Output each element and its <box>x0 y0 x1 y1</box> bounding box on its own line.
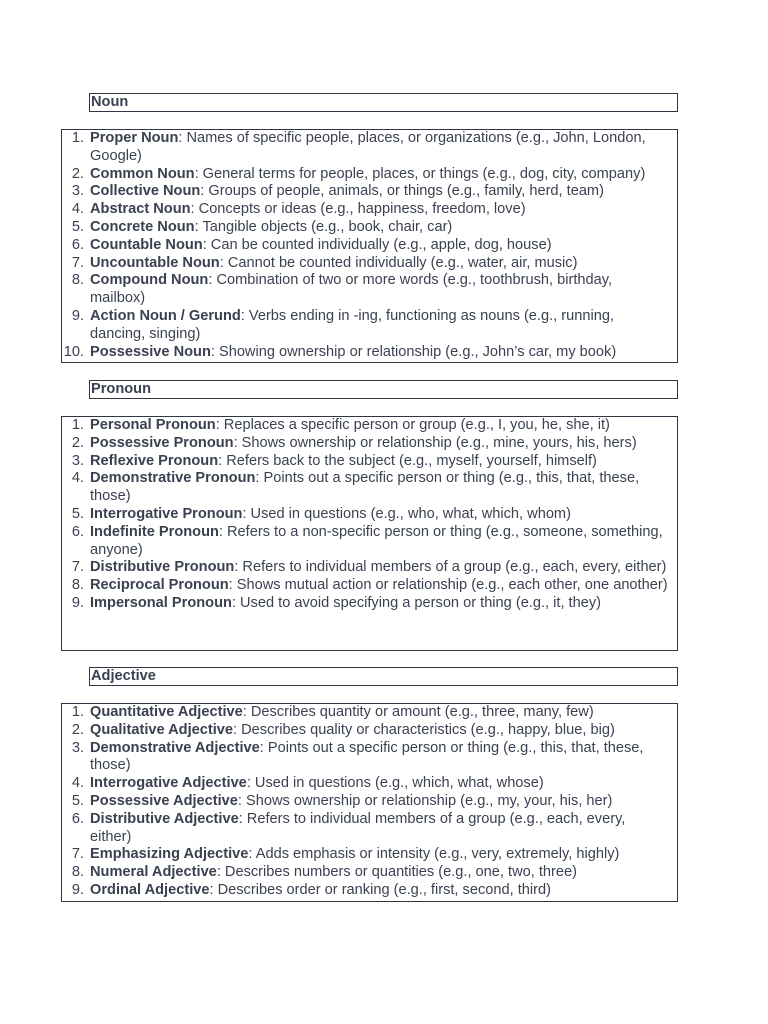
item-term: Compound Noun <box>90 272 209 289</box>
item-description: : Combination of two or more words (e.g., toothbrush, birthday, mailbox) <box>90 272 613 307</box>
list-item <box>62 793 677 811</box>
item-description: : Used in questions (e.g., which, what, whose) <box>246 775 544 792</box>
item-description: : Describes order or ranking (e.g., first, second, third) <box>209 881 551 898</box>
item-number: 4. <box>71 201 84 218</box>
list-item <box>62 237 677 255</box>
list-item <box>62 722 677 740</box>
pronoun-list <box>61 416 678 651</box>
adjective-list <box>61 703 678 902</box>
item-description: : Names of specific people, places, or organizations (e.g., John, London, Google) <box>90 130 646 164</box>
item-description: : Groups of people, animals, or things (e.g., family, herd, team) <box>200 183 604 200</box>
item-description: : Can be counted individually (e.g., apple, dog, house) <box>202 236 552 253</box>
item-description: : Points out a specific person or thing (e.g., this, that, these, those) <box>90 739 644 774</box>
item-description: : Shows ownership or relationship (e.g., mine, yours, his, hers) <box>233 434 637 451</box>
item-description: : Concepts or ideas (e.g., happiness, freedom, love) <box>190 201 526 218</box>
item-number: 7. <box>71 846 84 863</box>
item-number: 5. <box>71 792 84 809</box>
item-number: 2. <box>71 434 84 451</box>
item-number: 8. <box>71 577 84 594</box>
item-term: Reciprocal Pronoun <box>90 577 229 594</box>
list-item <box>62 740 677 776</box>
item-term: Abstract Noun <box>90 201 191 218</box>
list-item <box>62 308 677 344</box>
item-description: : Showing ownership or relationship (e.g., John’s car, my book) <box>210 343 617 360</box>
item-number: 4. <box>71 775 84 792</box>
list-item <box>62 704 677 722</box>
item-term: Distributive Pronoun <box>90 559 235 576</box>
item-term: Quantitative Adjective <box>90 704 243 720</box>
section-title-pronoun: Pronoun <box>89 380 678 399</box>
item-term: Proper Noun <box>90 130 179 146</box>
item-number: 10. <box>63 343 84 360</box>
list-item <box>62 775 677 793</box>
list-item <box>62 166 677 184</box>
item-number: 4. <box>71 470 84 487</box>
item-description: : Tangible objects (e.g., book, chair, car) <box>194 218 453 235</box>
item-term: Common Noun <box>90 165 195 182</box>
list-item <box>62 864 677 882</box>
item-term: Concrete Noun <box>90 218 195 235</box>
item-term: Demonstrative Pronoun <box>90 470 256 487</box>
item-description: : Points out a specific person or thing (e.g., this, that, these, those) <box>90 470 640 505</box>
item-term: Emphasizing Adjective <box>90 846 249 863</box>
item-description: : Adds emphasis or intensity (e.g., very, extremely, highly) <box>248 846 620 863</box>
list-item <box>62 453 677 471</box>
item-number: 3. <box>71 452 84 469</box>
list-item <box>62 272 677 308</box>
list-item <box>62 344 677 362</box>
item-term: Interrogative Adjective <box>90 775 247 792</box>
item-description: : Describes numbers or quantities (e.g., one, two, three) <box>216 864 577 881</box>
item-term: Ordinal Adjective <box>90 881 210 898</box>
item-number: 7. <box>71 254 84 271</box>
item-number: 9. <box>71 307 84 324</box>
item-term: Reflexive Pronoun <box>90 452 219 469</box>
list-item <box>62 846 677 864</box>
list-item <box>62 559 677 577</box>
item-term: Indefinite Pronoun <box>90 523 219 540</box>
item-term: Distributive Adjective <box>90 810 239 827</box>
item-description: : Verbs ending in -ing, functioning as nouns (e.g., running, dancing, singing) <box>90 307 614 342</box>
item-description: : Cannot be counted individually (e.g., water, air, music) <box>219 254 578 271</box>
item-number: 2. <box>71 721 84 738</box>
item-number: 5. <box>71 505 84 522</box>
list-item <box>62 417 677 435</box>
item-term: Numeral Adjective <box>90 864 217 881</box>
list-item <box>62 524 677 560</box>
list-item <box>62 506 677 524</box>
item-number: 1. <box>71 704 84 720</box>
list-item <box>62 201 677 219</box>
item-term: Interrogative Pronoun <box>90 505 243 522</box>
list-item <box>62 435 677 453</box>
item-term: Demonstrative Adjective <box>90 739 260 756</box>
item-number: 9. <box>71 594 84 611</box>
item-term: Possessive Adjective <box>90 792 238 809</box>
item-term: Countable Noun <box>90 236 203 253</box>
item-number: 1. <box>71 417 84 433</box>
item-number: 2. <box>71 165 84 182</box>
item-number: 6. <box>71 236 84 253</box>
list-item <box>62 255 677 273</box>
item-number: 8. <box>71 272 84 289</box>
item-number: 1. <box>71 130 84 146</box>
list-item <box>62 595 677 613</box>
item-number: 3. <box>71 739 84 756</box>
item-description: : Describes quality or characteristics (e.g., happy, blue, big) <box>233 721 615 738</box>
item-description: : Refers to individual members of a group (e.g., each, every, either) <box>234 559 667 576</box>
item-description: : Refers back to the subject (e.g., myself, yourself, himself) <box>218 452 597 469</box>
item-description: : Refers to individual members of a group (e.g., each, every, either) <box>90 810 626 845</box>
item-term: Impersonal Pronoun <box>90 594 232 611</box>
item-description: : Used in questions (e.g., who, what, which, whom) <box>242 505 571 522</box>
list-item <box>62 183 677 201</box>
item-term: Personal Pronoun <box>90 417 216 433</box>
list-item <box>62 130 677 166</box>
item-description: : Describes quantity or amount (e.g., three, many, few) <box>242 704 594 720</box>
list-item <box>62 470 677 506</box>
list-item <box>62 577 677 595</box>
item-number: 9. <box>71 881 84 898</box>
list-item <box>62 811 677 847</box>
item-term: Qualitative Adjective <box>90 721 234 738</box>
item-number: 6. <box>71 523 84 540</box>
item-term: Collective Noun <box>90 183 201 200</box>
item-description: : Refers to a non-specific person or thing (e.g., someone, something, anyone) <box>90 523 663 558</box>
list-item <box>62 882 677 900</box>
item-term: Action Noun / Gerund <box>90 307 241 324</box>
item-term: Uncountable Noun <box>90 254 220 271</box>
noun-list <box>61 129 678 363</box>
item-number: 6. <box>71 810 84 827</box>
item-description: : Shows mutual action or relationship (e.g., each other, one another) <box>228 577 668 594</box>
item-number: 3. <box>71 183 84 200</box>
item-description: : General terms for people, places, or things (e.g., dog, city, company) <box>194 165 646 182</box>
item-description: : Shows ownership or relationship (e.g., my, your, his, her) <box>237 792 613 809</box>
item-number: 5. <box>71 218 84 235</box>
list-item <box>62 219 677 237</box>
item-number: 7. <box>71 559 84 576</box>
item-number: 8. <box>71 864 84 881</box>
item-description: : Used to avoid specifying a person or thing (e.g., it, they) <box>231 594 601 611</box>
item-term: Possessive Noun <box>90 343 211 360</box>
item-term: Possessive Pronoun <box>90 434 234 451</box>
item-description: : Replaces a specific person or group (e.g., I, you, he, she, it) <box>215 417 610 433</box>
section-title-noun: Noun <box>89 93 678 112</box>
section-title-adjective: Adjective <box>89 667 678 686</box>
